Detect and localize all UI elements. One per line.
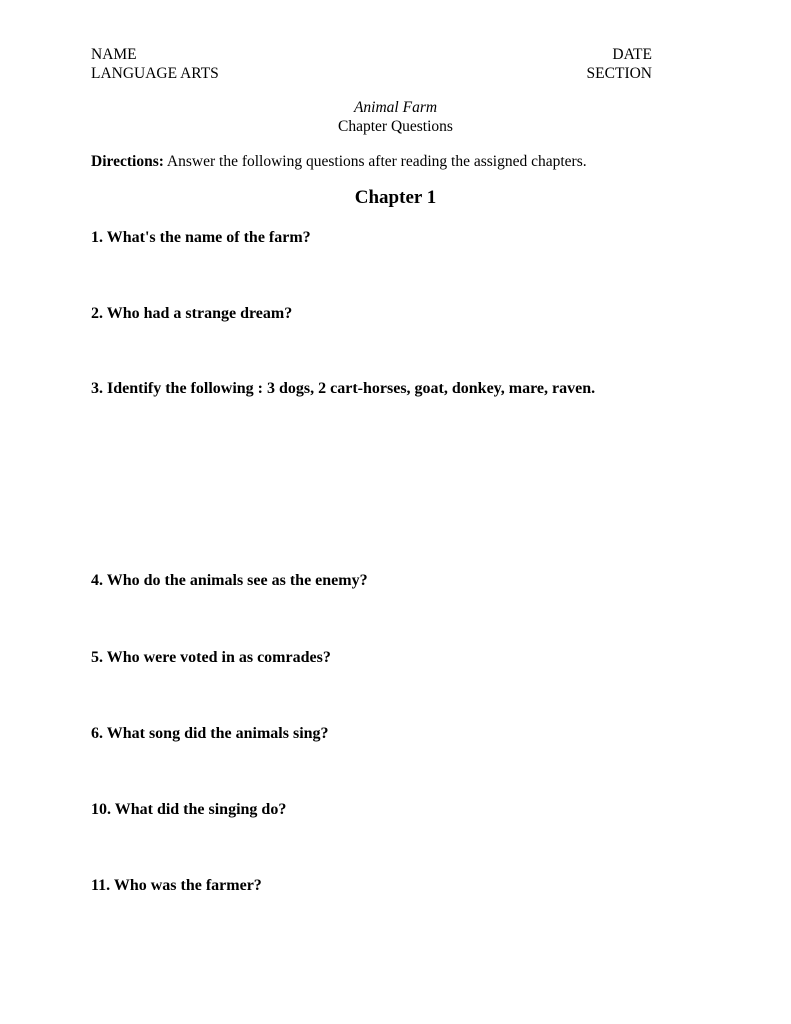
document-subtitle: Chapter Questions <box>338 118 453 135</box>
question-item-6: 6. What song did the animals sing? <box>91 725 329 742</box>
chapter-heading: Chapter 1 <box>354 187 437 208</box>
question-item-3: 3. Identify the following : 3 dogs, 2 cart-horses, goat, donkey, mare, raven. <box>91 380 596 397</box>
question-item-5: 5. Who were voted in as comrades? <box>91 649 331 666</box>
question-item-11: 11. Who was the farmer? <box>91 877 262 894</box>
section-label: SECTION <box>586 65 652 82</box>
book-title: Animal Farm <box>353 99 438 116</box>
language-arts-label: LANGUAGE ARTS <box>91 65 219 82</box>
question-item-2: 2. Who had a strange dream? <box>91 305 293 322</box>
directions-text: Answer the following questions after reading the assigned chapters. <box>163 153 587 170</box>
date-label: DATE <box>612 46 652 63</box>
header-right <box>587 45 652 83</box>
question-item-4: 4. Who do the animals see as the enemy? <box>91 572 368 589</box>
document-title-block <box>0 98 791 136</box>
question-item-1: 1. What's the name of the farm? <box>91 229 311 246</box>
name-label: NAME <box>91 46 137 63</box>
directions-line <box>91 152 700 171</box>
header-left <box>91 45 219 83</box>
directions-label: Directions: <box>91 153 164 170</box>
question-item-10: 10. What did the singing do? <box>91 801 287 818</box>
